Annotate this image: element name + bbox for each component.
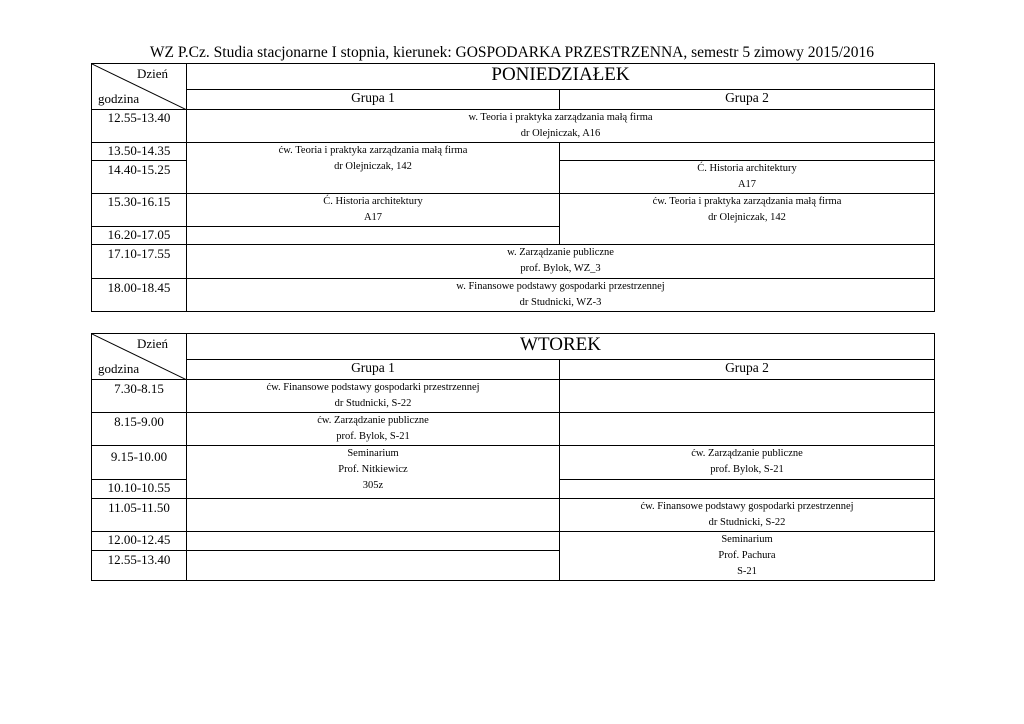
time-slot: 8.15-9.00 bbox=[92, 413, 187, 446]
empty-cell bbox=[187, 227, 560, 245]
day-name: WTOREK bbox=[187, 334, 935, 360]
class-details: Prof. Pachura bbox=[718, 550, 776, 561]
time-slot: 7.30-8.15 bbox=[92, 380, 187, 413]
time-slot: 16.20-17.05 bbox=[92, 227, 187, 245]
corner-day-label: Dzień bbox=[136, 66, 168, 81]
time-slot: 12.55-13.40 bbox=[92, 551, 187, 581]
class-room: S-21 bbox=[737, 566, 757, 577]
class-title: Seminarium bbox=[721, 534, 773, 545]
class-cell bbox=[187, 110, 935, 143]
class-title: Ć. Historia architektury bbox=[697, 163, 797, 174]
class-title: ćw. Zarządzanie publiczne bbox=[317, 415, 429, 426]
time-slot: 11.05-11.50 bbox=[92, 499, 187, 532]
class-cell bbox=[187, 446, 560, 499]
class-details: A17 bbox=[737, 179, 757, 190]
corner-cell bbox=[92, 334, 187, 380]
time-slot: 14.40-15.25 bbox=[92, 161, 187, 194]
class-cell bbox=[560, 532, 935, 581]
tuesday-schedule-table bbox=[91, 333, 935, 581]
class-details: A17 bbox=[363, 212, 383, 223]
day-name: PONIEDZIAŁEK bbox=[187, 64, 935, 90]
empty-cell bbox=[560, 143, 935, 161]
class-title: Seminarium bbox=[347, 448, 399, 459]
time-slot: 17.10-17.55 bbox=[92, 245, 187, 279]
class-title: ćw. Teoria i praktyka zarządzania małą firma bbox=[278, 145, 468, 156]
class-details: dr Studnicki, S-22 bbox=[334, 398, 412, 409]
time-slot: 10.10-10.55 bbox=[92, 480, 187, 499]
class-cell bbox=[560, 446, 935, 480]
time-slot: 18.00-18.45 bbox=[92, 279, 187, 312]
monday-schedule-table bbox=[91, 63, 935, 312]
class-cell bbox=[560, 499, 935, 532]
class-cell bbox=[560, 161, 935, 194]
empty-cell bbox=[187, 499, 560, 532]
corner-hour-label: godzina bbox=[98, 91, 140, 106]
class-cell bbox=[187, 245, 935, 279]
class-details: dr Studnicki, WZ-3 bbox=[519, 297, 602, 308]
class-room: 305z bbox=[362, 480, 384, 491]
class-cell bbox=[187, 413, 560, 446]
class-cell bbox=[560, 194, 935, 245]
class-details: prof. Bylok, WZ_3 bbox=[520, 263, 601, 274]
group-header: Grupa 1 bbox=[187, 90, 560, 110]
class-title: w. Zarządzanie publiczne bbox=[507, 247, 614, 258]
class-details: Prof. Nitkiewicz bbox=[338, 464, 408, 475]
class-cell bbox=[187, 380, 560, 413]
class-details: prof. Bylok, S-21 bbox=[710, 464, 784, 475]
class-title: w. Teoria i praktyka zarządzania małą firma bbox=[468, 112, 653, 123]
corner-cell bbox=[92, 64, 187, 110]
class-details: dr Olejniczak, 142 bbox=[334, 161, 412, 172]
class-details: prof. Bylok, S-21 bbox=[336, 431, 410, 442]
class-cell bbox=[187, 143, 560, 194]
class-title: Ć. Historia architektury bbox=[323, 196, 423, 207]
time-slot: 9.15-10.00 bbox=[92, 446, 187, 480]
class-details: dr Studnicki, S-22 bbox=[708, 517, 786, 528]
class-title: ćw. Finansowe podstawy gospodarki przestrzennej bbox=[266, 382, 480, 393]
empty-cell bbox=[187, 532, 560, 551]
empty-cell bbox=[560, 480, 935, 499]
group-header: Grupa 2 bbox=[560, 360, 935, 380]
empty-cell bbox=[187, 551, 560, 581]
class-title: ćw. Teoria i praktyka zarządzania małą firma bbox=[652, 196, 842, 207]
group-header: Grupa 2 bbox=[560, 90, 935, 110]
class-details: dr Olejniczak, A16 bbox=[520, 128, 601, 139]
class-details: dr Olejniczak, 142 bbox=[708, 212, 786, 223]
corner-day-label: Dzień bbox=[136, 336, 168, 351]
class-title: ćw. Finansowe podstawy gospodarki przestrzennej bbox=[640, 501, 854, 512]
time-slot: 12.00-12.45 bbox=[92, 532, 187, 551]
time-slot: 15.30-16.15 bbox=[92, 194, 187, 227]
group-header: Grupa 1 bbox=[187, 360, 560, 380]
empty-cell bbox=[560, 413, 935, 446]
empty-cell bbox=[560, 380, 935, 413]
corner-hour-label: godzina bbox=[98, 361, 140, 376]
time-slot: 12.55-13.40 bbox=[92, 110, 187, 143]
class-cell bbox=[187, 279, 935, 312]
time-slot: 13.50-14.35 bbox=[92, 143, 187, 161]
document-title: WZ P.Cz. Studia stacjonarne I stopnia, kierunek: GOSPODARKA PRZESTRZENNA, semestr 5 zimowy 2015/2016 bbox=[149, 44, 875, 61]
class-title: w. Finansowe podstawy gospodarki przestrzennej bbox=[456, 281, 665, 292]
class-title: ćw. Zarządzanie publiczne bbox=[691, 448, 803, 459]
class-cell bbox=[187, 194, 560, 227]
